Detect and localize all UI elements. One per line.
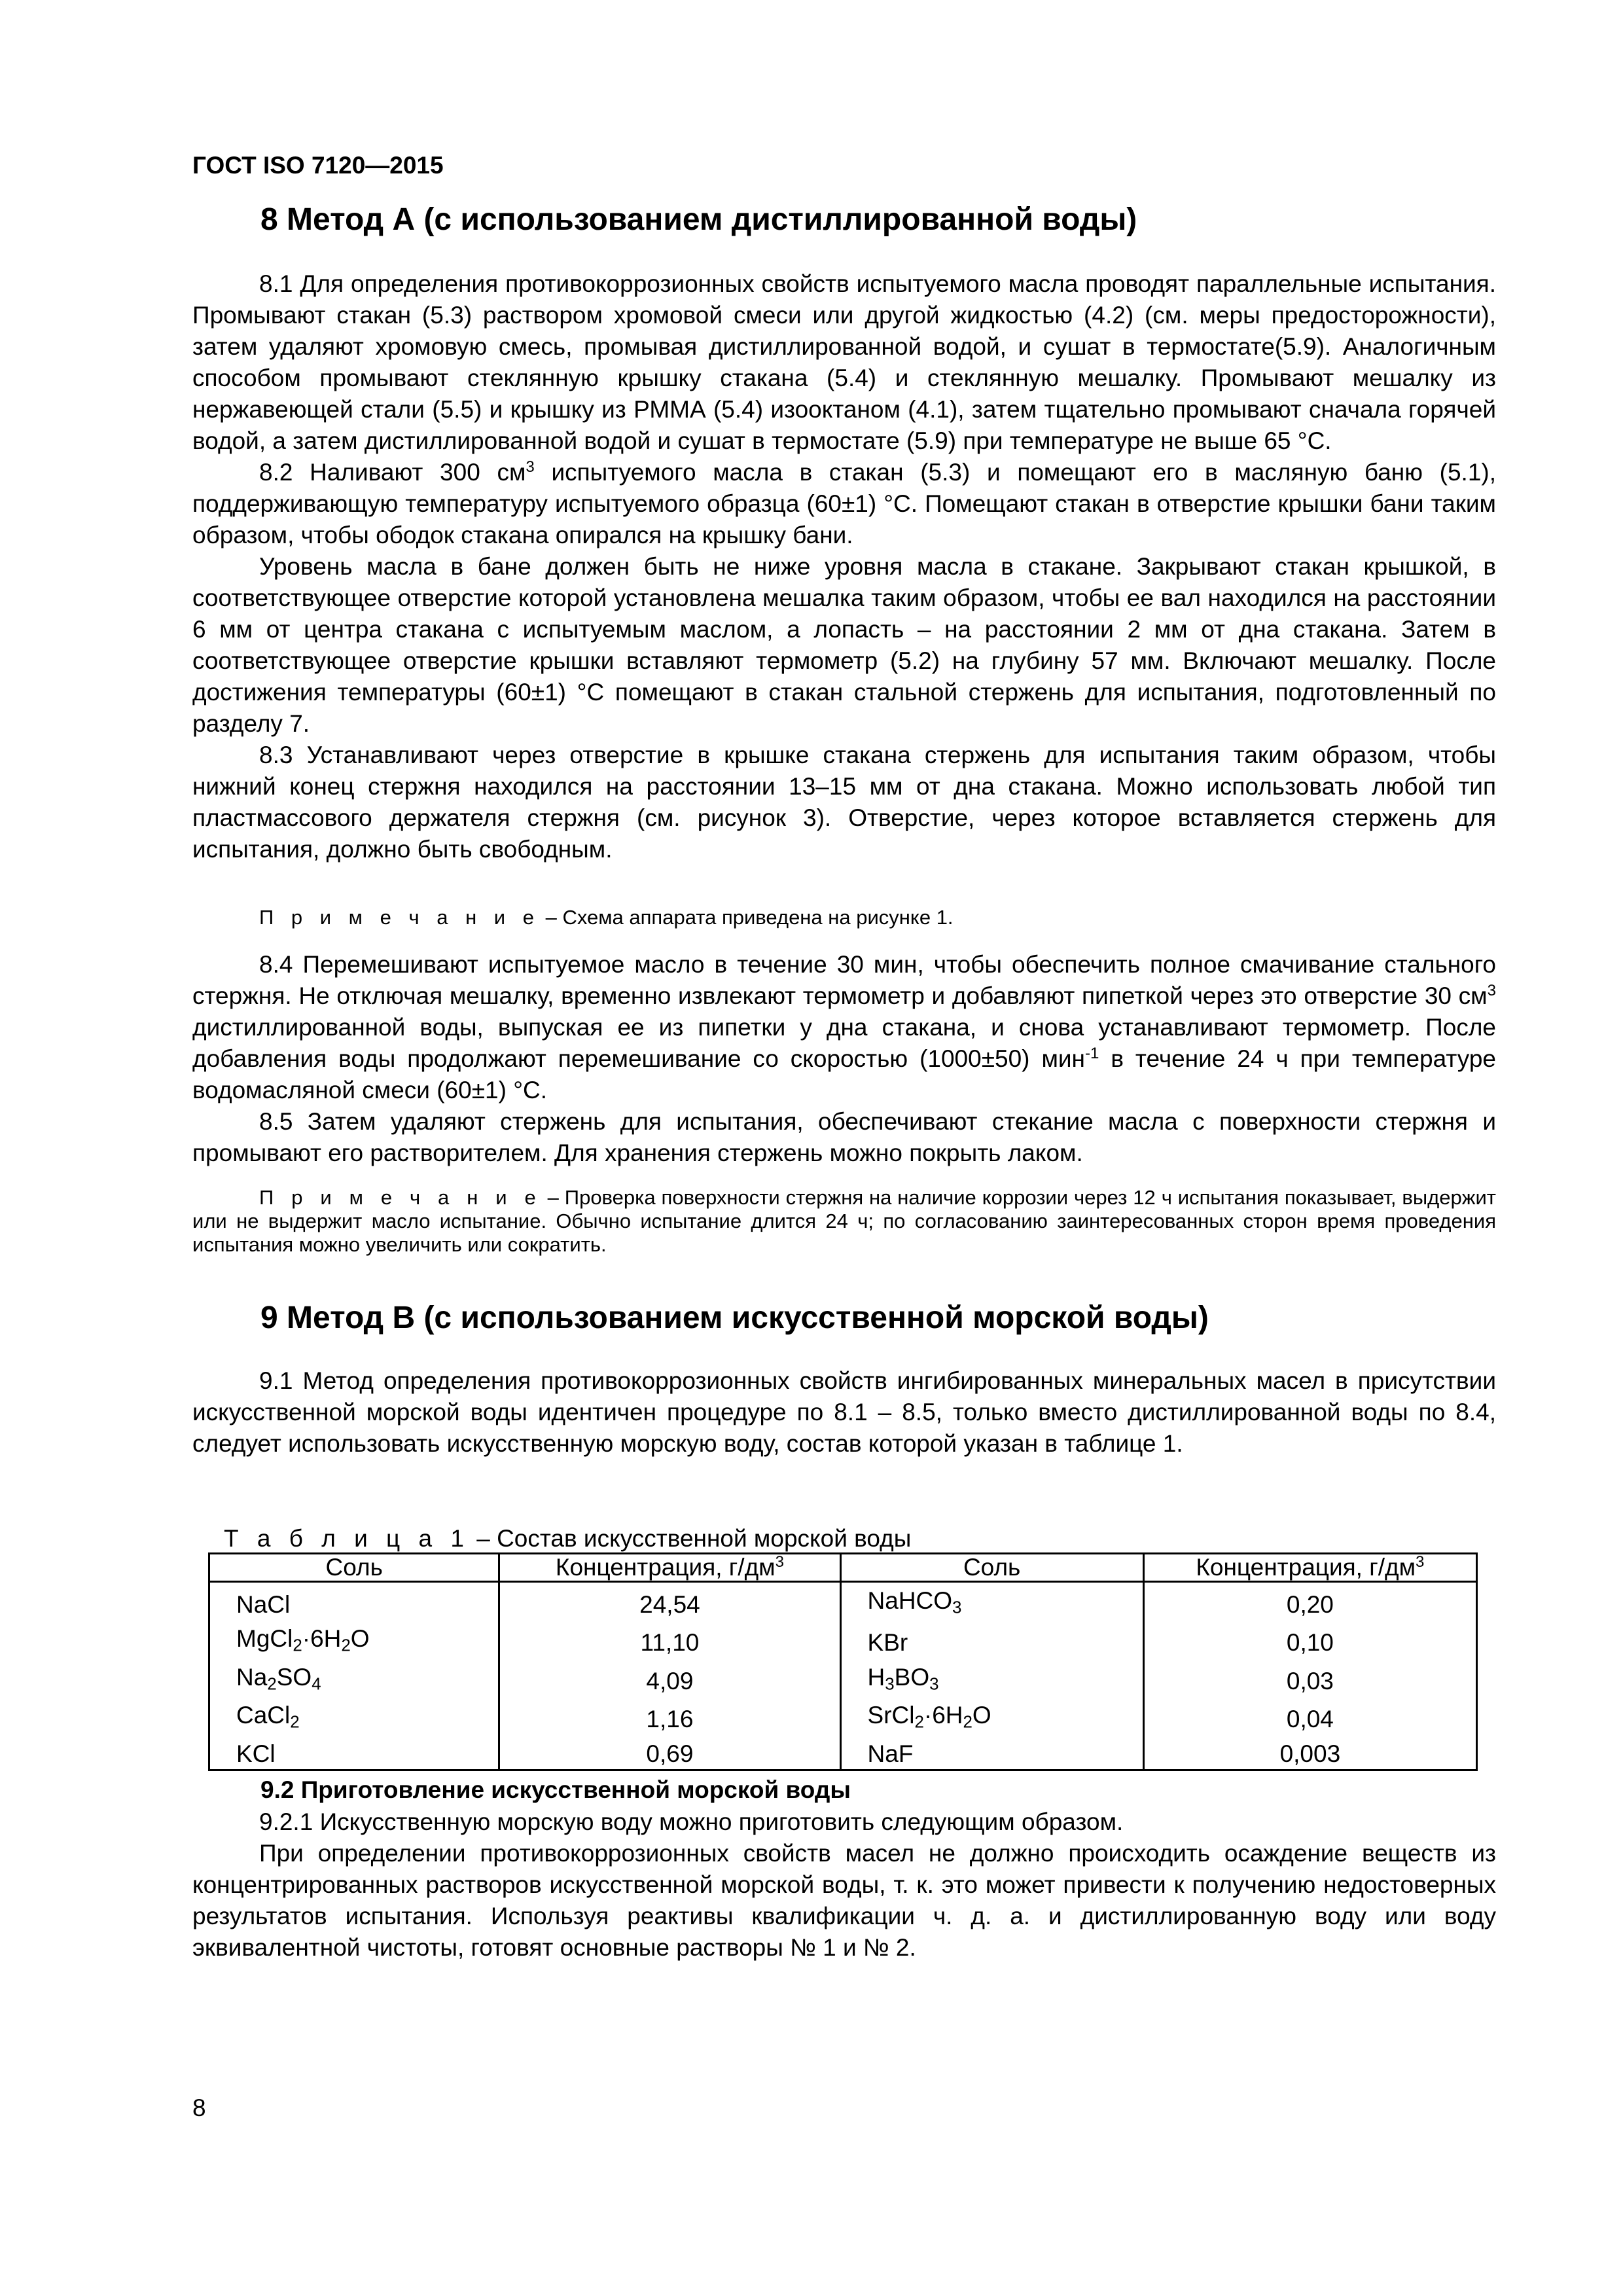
document-header: ГОСТ ISO 7120—2015 [192,152,444,179]
section-8-body-2 [192,949,1496,1169]
paragraph-8-2-level: Уровень масла в бане должен быть не ниже уровня масла в стакане. Закрывают стакан крышкой, в соответствующее отверстие которой установлена мешалка таким образом, чтобы ее вал находился на расстоянии 6 мм от центра стакана с испытуемым маслом, а лопасть – на расстоянии 2 мм от дна стакана. Затем в соответствующее отверстие крышки вставляют термометр (5.2) на глубину 57 мм. Включают мешалку. После достижения температуры (60±1) °С помещают в стакан стальной стержень для испытания, подготовленный по разделу 7. [192,553,1496,737]
formula-text: BO [894,1663,930,1691]
formula-text: KCl [236,1740,276,1767]
formula-text: Na [236,1663,268,1691]
paragraph-8-1: 8.1 Для определения противокоррозионных свойств испытуемого масла проводят параллельные испытания. Промывают стакан (5.3) раствором хромовой смеси или другой жидкостью (4.2) (см. меры предосторожности), затем удаляют хромовую смесь, промывая дистиллированной водой, и сушат в термостате(5.9). Аналогичным способом промывают стеклянную крышку стакана (5.4) и стеклянную мешалку. Промывают мешалку из нержавеющей стали (5.5) и крышку из РММА (5.4) изооктаном (4.1), затем тщательно промывают сначала горячей водой, а затем дистиллированной водой и сушат в термостате (5.9) при температуре не выше 65 °С. [192,270,1496,454]
paragraph-9-1: 9.1 Метод определения противокоррозионных свойств ингибированных минеральных масел в присутствии искусственной морской воды идентичен процедуре по 8.1 – 8.5, только вместо дистиллированной воды по 8.4, следует использовать искусственную морскую воду, состав которой указан в таблице 1. [192,1367,1496,1457]
note-1: П р и м е ч а н и е – Схема аппарата приведена на рисунке 1. [259,906,954,929]
concentration-cell: 24,54 [499,1582,840,1624]
salt-cell [840,1700,1143,1738]
concentration-cell: 0,20 [1143,1582,1476,1624]
table-row [209,1582,1477,1624]
formula-subscript: 2 [963,1713,972,1732]
formula-subscript: 4 [312,1675,321,1694]
page-number: 8 [192,2094,206,2121]
formula-text: NaHCO [867,1587,953,1614]
salt-cell [209,1662,499,1700]
column-header-concentration: Концентрация, $г/дм^3$ [1143,1554,1476,1582]
section-9-body [192,1365,1496,1460]
subsection-9-2-body [192,1806,1496,1964]
concentration-cell: 0,03 [1143,1662,1476,1700]
salt-cell [840,1623,1143,1661]
section-8-body [192,268,1496,865]
formula-text: O [972,1702,991,1729]
table-row [209,1662,1477,1700]
concentration-cell: 0,003 [1143,1738,1476,1770]
salt-cell [840,1662,1143,1700]
formula-text: ·6H [923,1702,963,1729]
section-9-title: 9 Метод В (с использованием искусственной морской воды) [260,1300,1209,1335]
note-label: П р и м е ч а н и е [259,1186,542,1209]
formula-text: NaCl [236,1590,291,1618]
formula-text: H [867,1663,885,1691]
paragraph-9-2-1: 9.2.1 Искусственную морскую воду можно приготовить следующим образом. [259,1808,1124,1835]
formula-text: MgCl [236,1625,293,1653]
subsection-9-2-title: 9.2 Приготовление искусственной морской воды [260,1776,851,1803]
paragraph-8-4: 8.4 Перемешивают испытуемое масло в течение 30 мин, чтобы обеспечить полное смачивание стального стержня. Не отключая мешалку, временно извлекают термометр и добавляют пипеткой через это отверстие 30 $см^3$ дистиллированной воды, выпуская ее из пипетки у дна стакана, и снова устанавливают термометр. После добавления воды продолжают перемешивание со скоростью (1000±50) мин$^{-1}$ в течение 24 ч при температуре водомасляной смеси (60±1) °С. [192,951,1496,1103]
salt-cell [209,1700,499,1738]
table-row [209,1623,1477,1661]
paragraph-8-2: 8.2 Наливают 300 $см^3$ испытуемого масла в стакан (5.3) и помещают его в масляную баню (5.1), поддерживающую температуру испытуемого образца (60±1) °С. Помещают стакан в отверстие крышки бани таким образом, чтобы ободок стакана опирался на крышку бани. [192,457,1497,548]
concentration-cell: 0,69 [499,1738,840,1770]
concentration-cell: 4,09 [499,1662,840,1700]
table-row [209,1700,1477,1738]
concentration-cell: 11,10 [499,1623,840,1661]
concentration-cell: 0,04 [1143,1700,1476,1738]
formula-text: NaF [867,1740,914,1767]
column-header-salt: Соль [209,1554,499,1582]
note-label: П р и м е ч а н и е [259,906,540,929]
salt-cell [840,1582,1143,1624]
salt-cell [209,1582,499,1624]
salt-cell [209,1738,499,1770]
formula-subscript: 2 [290,1713,300,1732]
formula-text: ·6H [302,1625,342,1653]
seawater-composition-table [208,1552,1478,1771]
note-2: П р и м е ч а н и е – Проверка поверхности стержня на наличие коррозии через 12 ч испытания показывает, выдержит или не выдержит масло испытание. Обычно испытание длится 24 ч; по согласованию заинтересованных сторон время проведения испытания можно увеличить или сократить. [192,1186,1496,1256]
formula-text: CaCl [236,1702,291,1729]
salt-cell [209,1623,499,1661]
concentration-cell: 0,10 [1143,1623,1476,1661]
formula-subscript: 2 [914,1713,924,1732]
formula-text: SO [276,1663,312,1691]
column-header-salt: Соль [840,1554,1143,1582]
formula-text: KBr [867,1629,908,1657]
paragraph-8-3: 8.3 Устанавливают через отверстие в крышке стакана стержень для испытания таким образом, чтобы нижний конец стержня находился на расстоянии 13–15 мм от дна стакана. Можно использовать любой тип пластмассового держателя стержня (см. рисунок 3). Отверстие, через которое вставляется стержень для испытания, должно быть свободным. [192,742,1496,863]
formula-subscript: 3 [885,1675,895,1694]
paragraph-9-2-2: При определении противокоррозионных свойств масел не должно происходить осаждение веществ из концентрированных растворов искусственной морской воды, т. к. это может привести к получению недостоверных результатов испытания. Используя реактивы квалификации ч. д. а. и дистиллированную воду или воду эквивалентной чистоты, готовят основные растворы № 1 и № 2. [192,1840,1496,1961]
table-row [209,1738,1477,1770]
formula-text: SrCl [867,1702,915,1729]
formula-subscript: 3 [929,1675,939,1694]
formula-subscript: 2 [267,1675,277,1694]
formula-subscript: 2 [293,1636,302,1655]
salt-cell [840,1738,1143,1770]
column-header-concentration: Концентрация, $г/дм^3$ [499,1554,840,1582]
table-caption: Т а б л и ц а 1 – Состав искусственной морской воды [224,1525,912,1552]
formula-subscript: 3 [952,1598,962,1617]
formula-subscript: 2 [341,1636,351,1655]
table-header-row [209,1554,1477,1582]
paragraph-8-5: 8.5 Затем удаляют стержень для испытания, обеспечивают стекание масла с поверхности стержня и промывают его растворителем. Для хранения стержень можно покрыть лаком. [192,1108,1496,1166]
formula-text: O [350,1625,370,1653]
section-8-title: 8 Метод А (с использованием дистиллированной воды) [260,202,1137,237]
concentration-cell: 1,16 [499,1700,840,1738]
